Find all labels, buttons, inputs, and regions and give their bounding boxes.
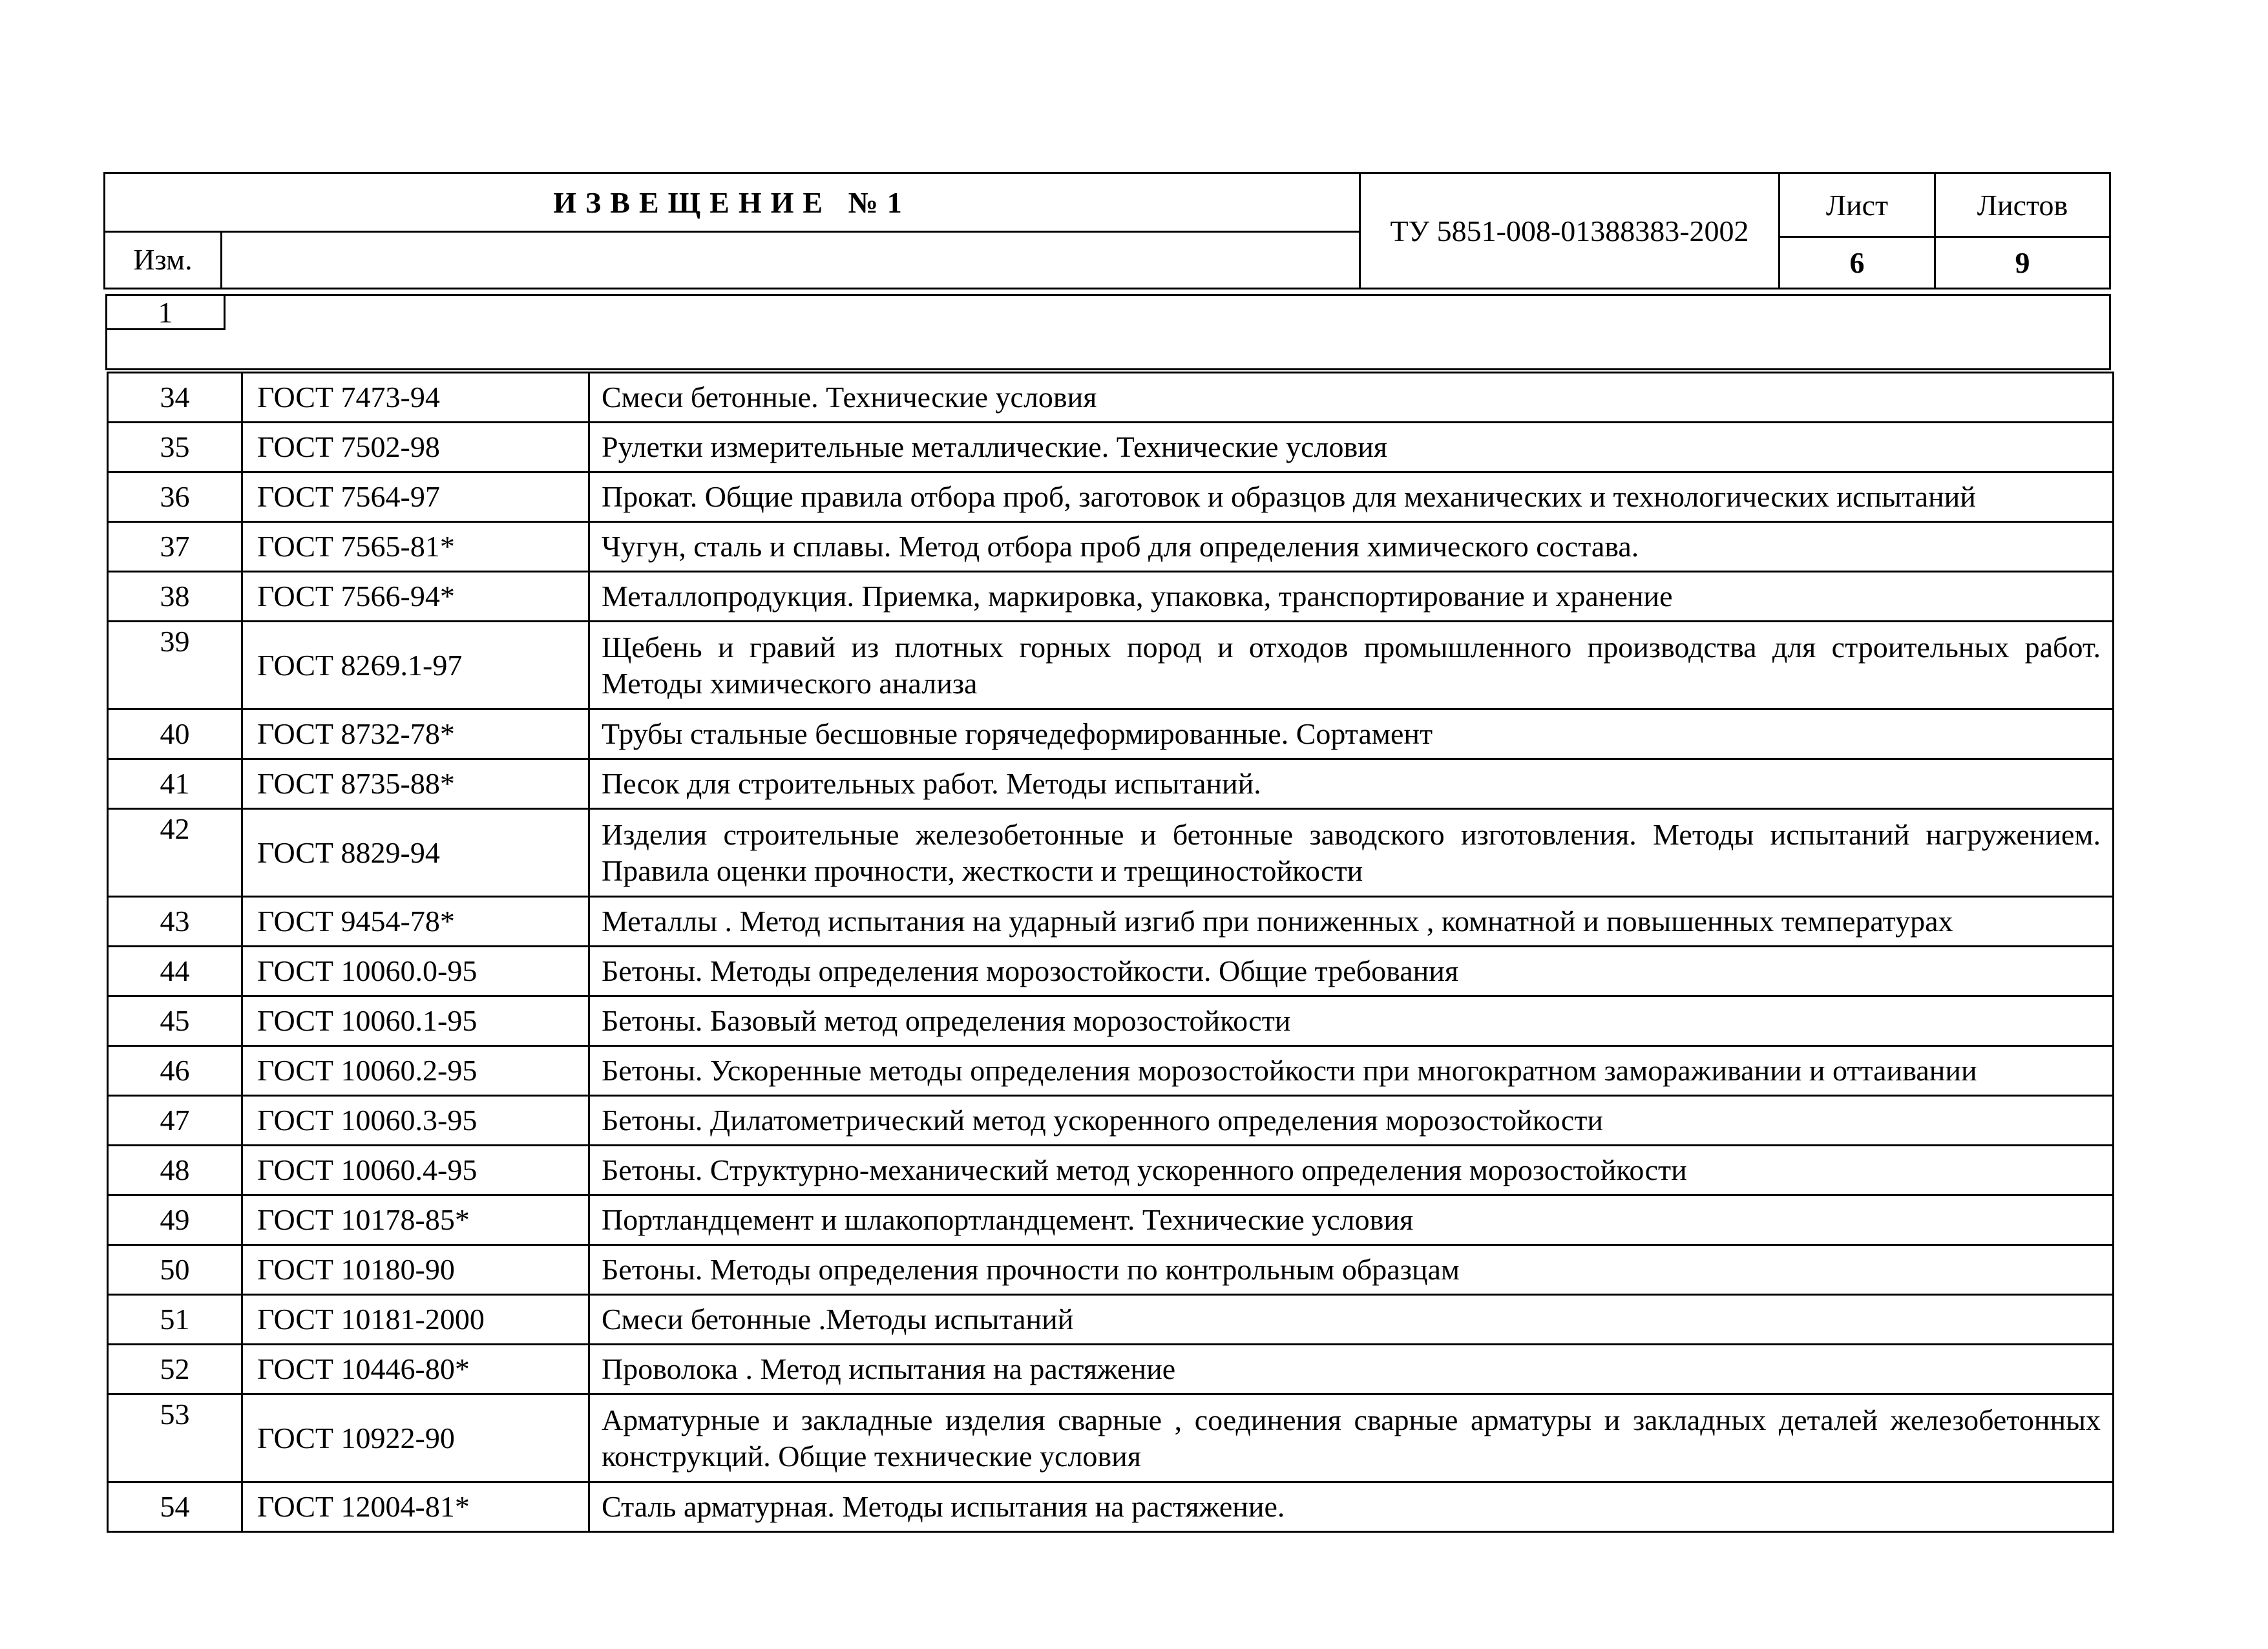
standard-code: ГОСТ 12004-81* (242, 1482, 589, 1532)
standard-title: Проволока . Метод испытания на растяжение (589, 1345, 2114, 1394)
table-row (108, 1295, 2114, 1345)
standard-title: Щебень и гравий из плотных горных пород и отходов промышленного производства для строительных работ. Методы химического анализа (589, 622, 2114, 709)
row-number: 37 (108, 522, 242, 572)
notice-title: ИЗВЕЩЕНИЕ №1 (553, 185, 911, 219)
standard-title: Прокат. Общие правила отбора проб, заготовок и образцов для механических и технологических испытаний (589, 472, 2114, 522)
standards-table (107, 372, 2114, 1533)
row-number: 53 (108, 1394, 242, 1482)
table-row (108, 522, 2114, 572)
standard-title: Чугун, сталь и сплавы. Метод отбора проб для определения химического состава. (589, 522, 2114, 572)
standard-title: Бетоны. Методы определения морозостойкости. Общие требования (589, 947, 2114, 996)
row-number: 34 (108, 373, 242, 423)
table-row (108, 1245, 2114, 1295)
row-number: 43 (108, 897, 242, 947)
standard-code: ГОСТ 10060.0-95 (242, 947, 589, 996)
standard-code: ГОСТ 8735-88* (242, 759, 589, 809)
standard-title: Изделия строительные железобетонные и бетонные заводского изготовления. Методы испытаний нагружением. Правила оценки прочности, жесткости и трещиностойкости (589, 809, 2114, 897)
row-number: 44 (108, 947, 242, 996)
table-row (108, 373, 2114, 423)
title-divider (105, 231, 1359, 233)
revision-box (105, 294, 2111, 370)
standard-code: ГОСТ 10060.2-95 (242, 1046, 589, 1096)
standard-title: Портландцемент и шлакопортландцемент. Технические условия (589, 1195, 2114, 1245)
standard-title: Рулетки измерительные металлические. Технические условия (589, 423, 2114, 472)
row-number: 39 (108, 622, 242, 709)
standard-code: ГОСТ 10180-90 (242, 1245, 589, 1295)
row-number: 54 (108, 1482, 242, 1532)
table-row (108, 1345, 2114, 1394)
standard-title: Сталь арматурная. Методы испытания на растяжение. (589, 1482, 2114, 1532)
standard-title: Смеси бетонные. Технические условия (589, 373, 2114, 423)
table-row (108, 947, 2114, 996)
standard-code: ГОСТ 7564-97 (242, 472, 589, 522)
standard-code: ГОСТ 10178-85* (242, 1195, 589, 1245)
sheets-value: 9 (2015, 246, 2030, 279)
standard-code: ГОСТ 10922-90 (242, 1394, 589, 1482)
standard-title: Бетоны. Структурно-механический метод ускоренного определения морозостойкости (589, 1146, 2114, 1195)
table-row (108, 423, 2114, 472)
table-row (108, 1195, 2114, 1245)
row-number: 36 (108, 472, 242, 522)
table-row (108, 759, 2114, 809)
table-row (108, 809, 2114, 897)
table-row (108, 1046, 2114, 1096)
standard-code: ГОСТ 7502-98 (242, 423, 589, 472)
sheet-value: 6 (1849, 246, 1865, 279)
standard-title: Трубы стальные бесшовные горячедеформированные. Сортамент (589, 709, 2114, 759)
standard-title: Песок для строительных работ. Методы испытаний. (589, 759, 2114, 809)
table-row (108, 1394, 2114, 1482)
row-number: 49 (108, 1195, 242, 1245)
sheet-label: Лист (1825, 188, 1889, 222)
standard-code: ГОСТ 8732-78* (242, 709, 589, 759)
table-row (108, 709, 2114, 759)
standard-title: Металлопродукция. Приемка, маркировка, упаковка, транспортирование и хранение (589, 572, 2114, 622)
table-row (108, 1146, 2114, 1195)
standard-code: ГОСТ 10060.4-95 (242, 1146, 589, 1195)
standard-title: Бетоны. Методы определения прочности по контрольным образцам (589, 1245, 2114, 1295)
row-number: 47 (108, 1096, 242, 1146)
row-number: 46 (108, 1046, 242, 1096)
standard-title: Бетоны. Дилатометрический метод ускоренного определения морозостойкости (589, 1096, 2114, 1146)
table-row (108, 897, 2114, 947)
row-number: 52 (108, 1345, 242, 1394)
table-row (108, 1482, 2114, 1532)
standard-code: ГОСТ 9454-78* (242, 897, 589, 947)
document-header (103, 172, 2111, 289)
standards-table-body (108, 373, 2114, 1532)
standard-code: ГОСТ 10181-2000 (242, 1295, 589, 1345)
izm-label: Изм. (133, 242, 193, 276)
sheets-label: Листов (1977, 188, 2068, 222)
table-row (108, 996, 2114, 1046)
standard-code: ГОСТ 7473-94 (242, 373, 589, 423)
row-number: 35 (108, 423, 242, 472)
row-number: 48 (108, 1146, 242, 1195)
izm-divider (220, 231, 222, 288)
standard-code: ГОСТ 7566-94* (242, 572, 589, 622)
row-number: 38 (108, 572, 242, 622)
table-row (108, 572, 2114, 622)
standard-title: Металлы . Метод испытания на ударный изгиб при пониженных , комнатной и повышенных температурах (589, 897, 2114, 947)
doc-code: ТУ 5851-008-01388383-2002 (1390, 214, 1749, 247)
standard-title: Бетоны. Ускоренные методы определения морозостойкости при многократном замораживании и оттаивании (589, 1046, 2114, 1096)
row-number: 40 (108, 709, 242, 759)
table-row (108, 1096, 2114, 1146)
row-number: 42 (108, 809, 242, 897)
row-number: 41 (108, 759, 242, 809)
standard-code: ГОСТ 10060.1-95 (242, 996, 589, 1046)
standard-code: ГОСТ 8829-94 (242, 809, 589, 897)
standard-title: Смеси бетонные .Методы испытаний (589, 1295, 2114, 1345)
row-number: 45 (108, 996, 242, 1046)
standard-code: ГОСТ 10446-80* (242, 1345, 589, 1394)
standard-code: ГОСТ 10060.3-95 (242, 1096, 589, 1146)
standard-code: ГОСТ 7565-81* (242, 522, 589, 572)
table-row (108, 472, 2114, 522)
standard-title: Бетоны. Базовый метод определения морозостойкости (589, 996, 2114, 1046)
standard-title: Арматурные и закладные изделия сварные , соединения сварные арматуры и закладных деталей железобетонных конструкций. Общие технические условия (589, 1394, 2114, 1482)
revision-number: 1 (105, 294, 226, 330)
row-number: 50 (108, 1245, 242, 1295)
table-row (108, 622, 2114, 709)
standard-code: ГОСТ 8269.1-97 (242, 622, 589, 709)
row-number: 51 (108, 1295, 242, 1345)
